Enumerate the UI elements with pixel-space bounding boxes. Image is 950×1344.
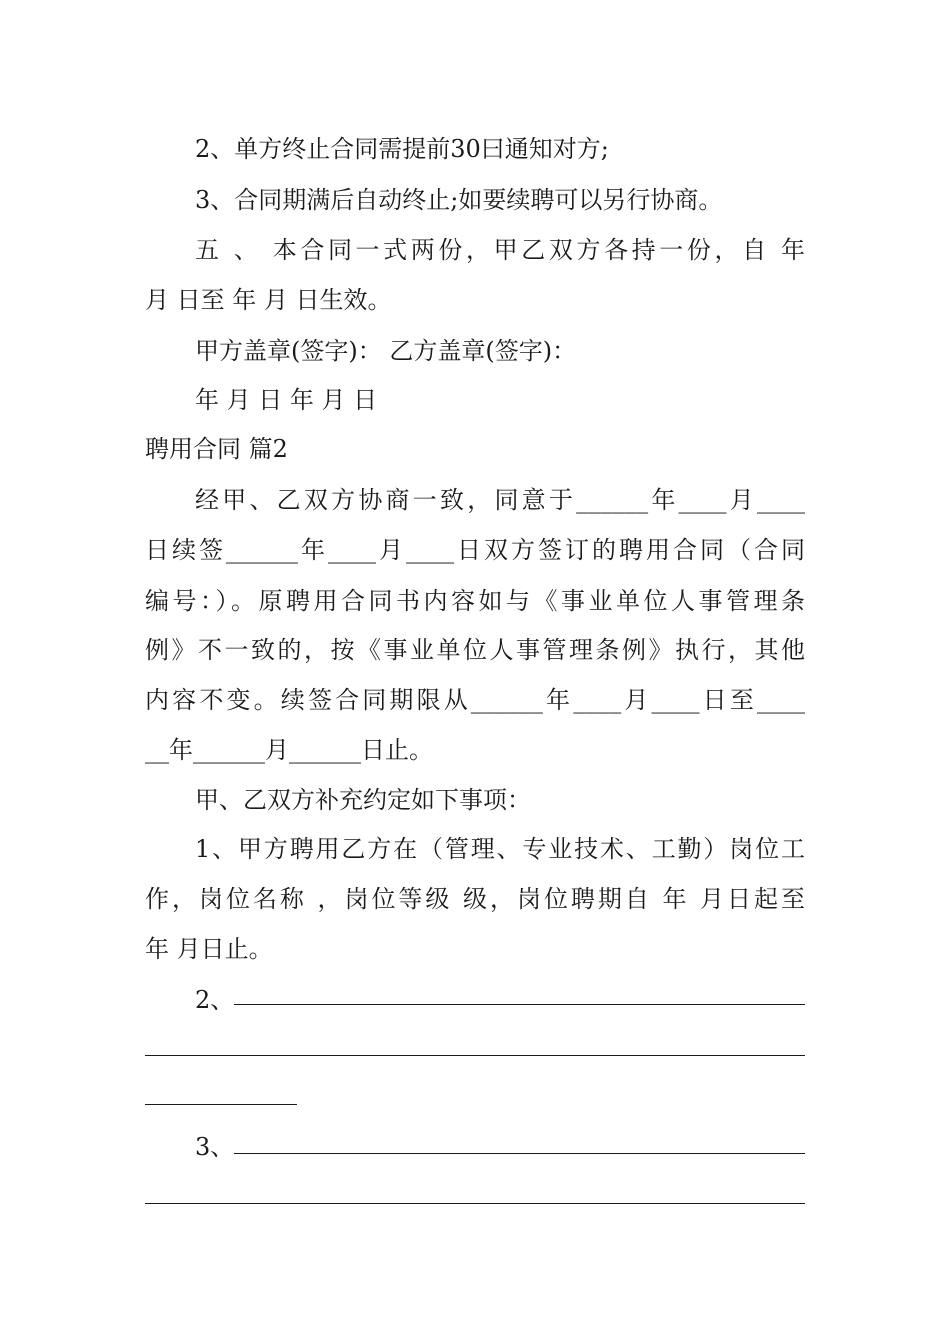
- item1-line3: 年 月日止。: [145, 935, 273, 963]
- item3-blank-line1: [234, 1153, 805, 1154]
- clause-five-line2: 月 日至 年 月 日生效。: [145, 286, 392, 314]
- renewal-para-line6: __年______月______日止。: [145, 736, 433, 764]
- supplement-heading: 甲、乙双方补充约定如下事项：: [195, 786, 531, 814]
- item2-blank-line1: [234, 1004, 805, 1005]
- item3-blank-line2: [145, 1203, 805, 1204]
- renewal-para-line3: 编号：）。原聘用合同书内容如与《事业单位人事管理条: [145, 587, 805, 615]
- item2-blank-line2: [145, 1055, 805, 1056]
- section-title: 聘用合同 篇2: [145, 435, 288, 463]
- item3-number: 3、: [195, 1133, 235, 1161]
- signature-labels: 甲方盖章(签字)： 乙方盖章(签字)：: [195, 337, 577, 365]
- signature-dates: 年 月 日 年 月 日: [195, 386, 378, 414]
- clause-termination-notice: 2、单方终止合同需提前30曰通知对方;: [195, 135, 609, 163]
- item2-number: 2、: [195, 986, 235, 1014]
- clause-five-line1: 五 、 本合同一式两份，甲乙双方各持一份，自 年: [195, 236, 805, 264]
- item2-blank-line3: [145, 1104, 297, 1105]
- renewal-para-line1: 经甲、乙双方协商一致，同意于______年____月____: [195, 486, 805, 514]
- renewal-para-line5: 内容不变。续签合同期限从______年____月____日至____: [145, 686, 805, 714]
- renewal-para-line4: 例》不一致的，按《事业单位人事管理条例》执行，其他: [145, 636, 805, 664]
- renewal-para-line2: 日续签______年____月____日双方签订的聘用合同（合同: [145, 536, 805, 564]
- clause-contract-expiry: 3、合同期满后自动终止;如要续聘可以另行协商。: [195, 186, 723, 214]
- item1-line1: 1、甲方聘用乙方在（管理、专业技术、工勤）岗位工: [195, 835, 805, 863]
- item1-line2: 作，岗位名称 ，岗位等级 级，岗位聘期自 年 月日起至: [145, 885, 805, 913]
